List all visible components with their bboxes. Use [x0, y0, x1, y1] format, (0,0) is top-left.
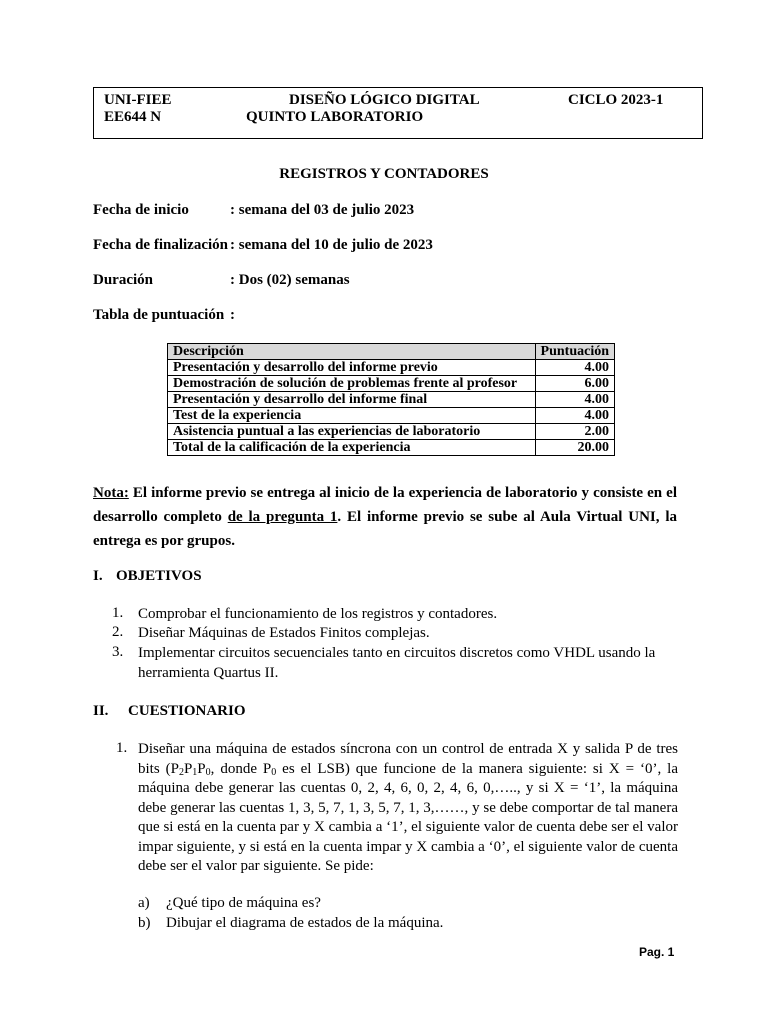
section-questionnaire-title: CUESTIONARIO: [128, 703, 246, 719]
note-text-1: El informe previo se entrega al inicio de la experiencia de laboratorio y consiste en el desarrollo completo: [93, 485, 677, 525]
table-row: [168, 392, 615, 408]
info-label-duration: Duración: [93, 272, 153, 288]
subitem-letter: a): [138, 895, 150, 911]
table-row: [168, 424, 615, 440]
question-text-part: , donde P: [210, 760, 272, 777]
subscript: 0: [205, 766, 211, 778]
info-label-score-table: Tabla de puntuación: [93, 307, 225, 323]
table-cell-description: Demostración de solución de problemas frente al profesor: [168, 376, 536, 392]
section-objectives-number: I.: [93, 568, 103, 584]
subscript: 2: [178, 766, 184, 778]
objective-item: Diseñar Máquinas de Estados Finitos complejas.: [138, 625, 430, 641]
objective-number: 1.: [112, 605, 124, 621]
note-text-2: . El informe previo se sube al Aula Virtual UNI, la entrega es por grupos.: [93, 509, 678, 549]
table-row: [168, 376, 615, 392]
objective-number: 2.: [112, 624, 124, 640]
table-row: [168, 408, 615, 424]
subitem-text: ¿Qué tipo de máquina es?: [166, 895, 321, 911]
subitem-letter: b): [138, 915, 151, 931]
question-text-part: P: [183, 760, 193, 777]
table-cell-description: Test de la experiencia: [168, 408, 536, 424]
objective-item: Comprobar el funcionamiento de los registros y contadores.: [138, 606, 498, 622]
table-cell-description: Presentación y desarrollo del informe final: [168, 392, 536, 408]
question-text: [138, 740, 678, 877]
table-cell-score: 4.00: [535, 408, 614, 424]
document-title: REGISTROS Y CONTADORES: [279, 166, 489, 182]
info-value-end: : semana del 10 de julio de 2023: [230, 237, 433, 253]
objective-number: 3.: [112, 644, 124, 660]
info-value-start: : semana del 03 de julio 2023: [230, 202, 415, 218]
note-paragraph: [93, 481, 677, 553]
table-cell-description: Presentación y desarrollo del informe previo: [168, 360, 536, 376]
info-label-start: Fecha de inicio: [93, 202, 189, 218]
header-university: UNI-FIEE: [104, 92, 172, 108]
section-objectives-title: OBJETIVOS: [116, 568, 202, 584]
question-number: 1.: [116, 740, 128, 756]
info-value-score-table: :: [230, 307, 235, 323]
note-question-ref: de la pregunta 1: [227, 509, 338, 525]
question-text-part: es el LSB) que funcione de la manera siguiente: si X = ‘0’, la máquina debe generar las cuentas 0, 2, 4, 6, 0, 2, 4, 6, 0,….., y si X = ‘1’, la máquina debe generar las cuentas 1, 3, 5, 7, 1, 3, 5, 7, 1, 3,……, y se debe comportar de tal manera que si está en la cuenta par y X cambia a ‘1’, el siguiente valor de cuenta debe ser el valor impar siguiente, y si está en la cuenta impar y X cambia a ‘0’, el siguiente valor de cuenta debe ser el valor par siguiente. Se pide:: [138, 760, 679, 874]
subscript: 0: [271, 766, 277, 778]
table-header-row: [168, 344, 615, 360]
info-value-duration: : Dos (02) semanas: [230, 272, 350, 288]
note-label: Nota:: [93, 485, 129, 501]
header-course-code: EE644 N: [104, 109, 162, 125]
page-number: Pag. 1: [639, 945, 675, 959]
table-header-description: Descripción: [168, 344, 536, 360]
table-cell-description: Total de la calificación de la experiencia: [168, 440, 536, 456]
header-lab-name: QUINTO LABORATORIO: [246, 109, 424, 125]
table-cell-score: 20.00: [535, 440, 614, 456]
header-cycle: CICLO 2023-1: [568, 92, 664, 108]
section-questionnaire-number: II.: [93, 703, 109, 719]
table-cell-score: 2.00: [535, 424, 614, 440]
table-cell-description: Asistencia puntual a las experiencias de laboratorio: [168, 424, 536, 440]
score-table: [167, 343, 615, 456]
table-header-score: Puntuación: [535, 344, 614, 360]
table-cell-score: 4.00: [535, 360, 614, 376]
header-course-name: DISEÑO LÓGICO DIGITAL: [289, 92, 480, 108]
question-text-part: Diseñar una máquina de estados síncrona con un control de entrada X y salida P de tres bits (P: [138, 741, 678, 777]
info-label-end: Fecha de finalización: [93, 237, 228, 253]
table-cell-score: 4.00: [535, 392, 614, 408]
table-cell-score: 6.00: [535, 376, 614, 392]
subscript: 1: [192, 766, 198, 778]
subitem-text: Dibujar el diagrama de estados de la máquina.: [166, 915, 444, 931]
table-row-total: [168, 440, 615, 456]
question-text-part: P: [197, 760, 206, 777]
objective-item: Implementar circuitos secuenciales tanto en circuitos discretos como VHDL usando la herramienta Quartus II.: [138, 645, 656, 681]
table-row: [168, 360, 615, 376]
